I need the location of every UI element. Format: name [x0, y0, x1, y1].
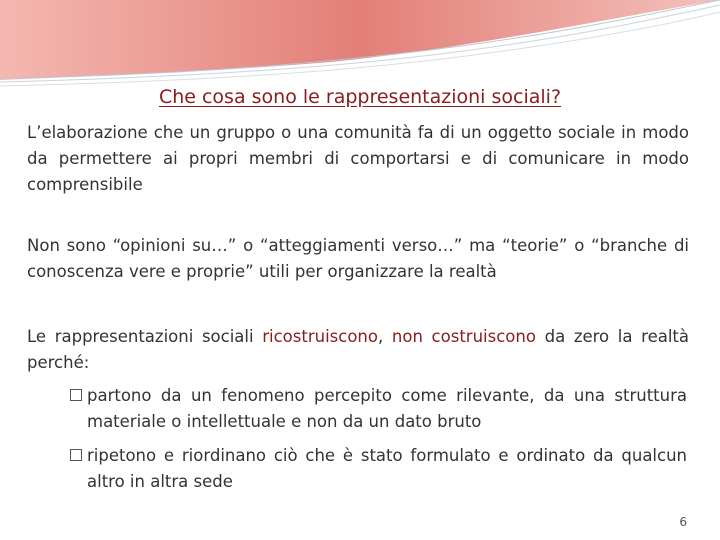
paragraph-reconstruct-end: da zero la realtà perché:	[27, 327, 690, 372]
square-bullet-icon	[70, 449, 82, 461]
square-bullet-icon	[70, 389, 82, 401]
header-decoration	[0, 0, 720, 90]
paragraph-reconstruct-separator: ,	[377, 327, 392, 346]
paragraph-reconstruct-start: Le rappresentazioni sociali	[27, 327, 263, 346]
bullet-item	[87, 443, 687, 495]
bullet-text: partono da un fenomeno percepito come rilevante, da una struttura materiale o intellettuale e non da un dato bruto	[87, 386, 687, 431]
bullet-item	[87, 383, 687, 435]
slide-title: Che cosa sono le rappresentazioni sociali?	[158, 86, 562, 108]
accent-ricostruiscono: ricostruiscono	[262, 327, 378, 346]
bullet-text: ripetono e riordinano ciò che è stato formulato e ordinato da qualcun altro in altra sede	[87, 446, 687, 491]
bullet-list	[87, 383, 687, 503]
page-number: 6	[679, 515, 687, 529]
paragraph-reconstruct	[27, 324, 689, 376]
paragraph-definition: L’elaborazione che un gruppo o una comunità fa di un oggetto sociale in modo da permettere ai propri membri di comportarsi e di comunicare in modo comprensibile	[27, 123, 689, 194]
paragraph-not-opinions: Non sono “opinioni su…” o “atteggiamenti verso…” ma “teorie” o “branche di conoscenza vere e proprie” utili per organizzare la realtà	[27, 236, 689, 281]
accent-non-costruiscono: non costruiscono	[391, 327, 536, 346]
